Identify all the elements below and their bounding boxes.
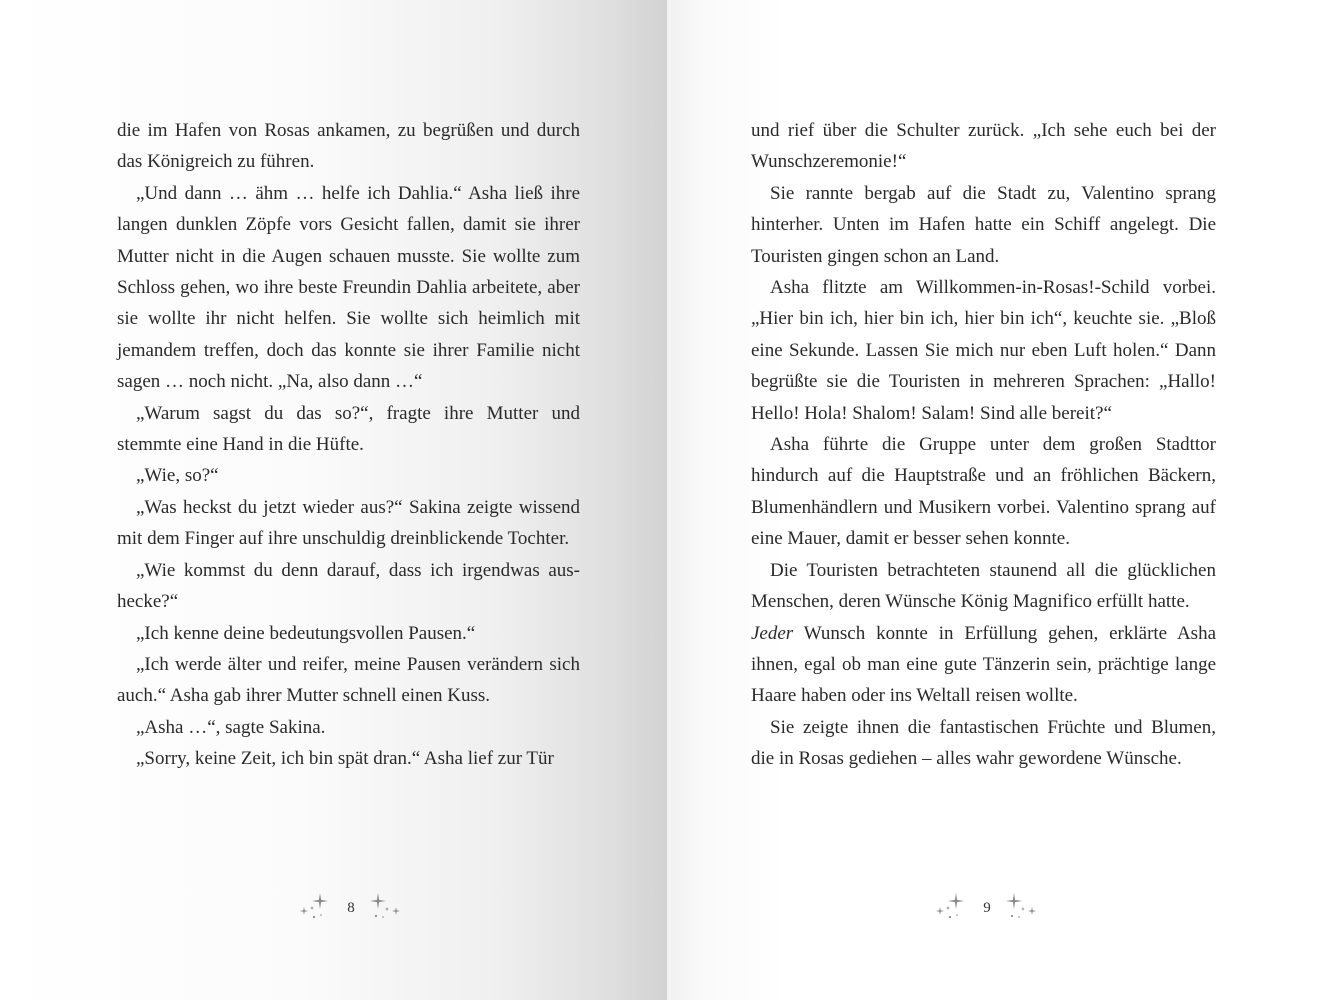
paragraph: Asha flitzte am Willkommen-in-Rosas!-Schild vorbei. „Hier bin ich, hier bin ich, hier bin ich“, keuchte sie. „Bloß eine Sekunde. Lassen Sie mich nur eben Luft holen.“ Dann begrüßte sie die Touristen in mehreren Sprachen: „Hallo! Hello! Hola! Shalom! Salam! Sind alle bereit?“	[751, 277, 1216, 424]
page-number: 8	[347, 899, 355, 916]
paragraph: „Warum sagst du das so?“, fragte ihre Mutter und stemmte eine Hand in die Hüfte.	[117, 402, 580, 456]
paragraph: „Wie kommst du denn darauf, dass ich irgendwas aushecke?“	[117, 559, 580, 613]
paragraph: Asha führte die Gruppe unter dem großen Stadttor hindurch auf die Hauptstraße und an fröhlichen Bäckern, Blumenhändlern und Musikern vorbei. Valentino sprang auf eine Mauer, damit er besser sehen konnte.	[751, 434, 1216, 550]
page-number: 9	[983, 899, 991, 916]
page-number-footer	[296, 890, 406, 926]
paragraph: Sie rannte bergab auf die Stadt zu, Valentino sprang hinterher. Unten im Hafen hatte ein Schiff angelegt. Die Touristen gingen schon an Land.	[751, 182, 1216, 267]
page-number-footer	[932, 890, 1042, 926]
paragraph: Sie zeigte ihnen die fantastischen Früchte und Blumen, die in Rosas gediehen – alles wahr gewordene Wünsche.	[751, 716, 1216, 770]
sparkle-stars-icon	[366, 890, 406, 926]
paragraph: „Ich werde älter und reifer, meine Pausen verändern sich auch.“ Asha gab ihrer Mutter schnell einen Kuss.	[117, 653, 580, 707]
paragraph-italic-lead	[751, 618, 1216, 712]
paragraph-rest: Wunsch konnte in Erfüllung gehen, erklärte Asha ihnen, egal ob man eine gute Tänzerin sein, prächtige lange Haare haben oder ins Weltall reisen wollte.	[751, 622, 1216, 707]
sparkle-stars-icon	[296, 890, 336, 926]
right-page-text	[751, 115, 1216, 775]
sparkle-stars-icon	[1002, 890, 1042, 926]
paragraph: „Sorry, keine Zeit, ich bin spät dran.“ Asha lief zur Tür	[136, 748, 554, 770]
left-page-text	[117, 115, 580, 775]
paragraph: und rief über die Schulter zurück. „Ich sehe euch bei der Wunschzeremonie!“	[751, 120, 1216, 173]
emphasized-word: Jeder	[751, 622, 794, 644]
paragraph: „Asha …“, sagte Sakina.	[136, 716, 326, 738]
paragraph: „Ich kenne deine bedeutungsvollen Pausen.“	[136, 622, 476, 644]
paragraph: „Und dann … ähm … helfe ich Dahlia.“ Asha ließ ihre langen dunklen Zöpfe vors Gesicht fallen, damit sie ihrer Mutter nicht in die Augen schauen musste. Sie wollte zum Schloss gehen, wo ihre beste Freundin Dahlia arbeitete, aber sie wollte ihr nicht helfen. Sie wollte sich heimlich mit jemandem treffen, doch das konnte sie ihrer Familie nicht sagen … noch nicht. „Na, also dann …“	[117, 182, 580, 393]
paragraph: Die Touristen betrachteten staunend all die glücklichen Menschen, deren Wünsche König Magnifico erfüllt hatte.	[751, 559, 1216, 613]
paragraph: die im Hafen von Rosas ankamen, zu begrüßen und durch das Königreich zu führen.	[117, 120, 580, 173]
sparkle-stars-icon	[932, 890, 972, 926]
paragraph: „Wie, so?“	[136, 465, 219, 487]
paragraph: „Was heckst du jetzt wieder aus?“ Sakina zeigte wissend mit dem Finger auf ihre unschuldig dreinblickende Tochter.	[117, 496, 580, 550]
right-page	[667, 0, 1330, 1000]
